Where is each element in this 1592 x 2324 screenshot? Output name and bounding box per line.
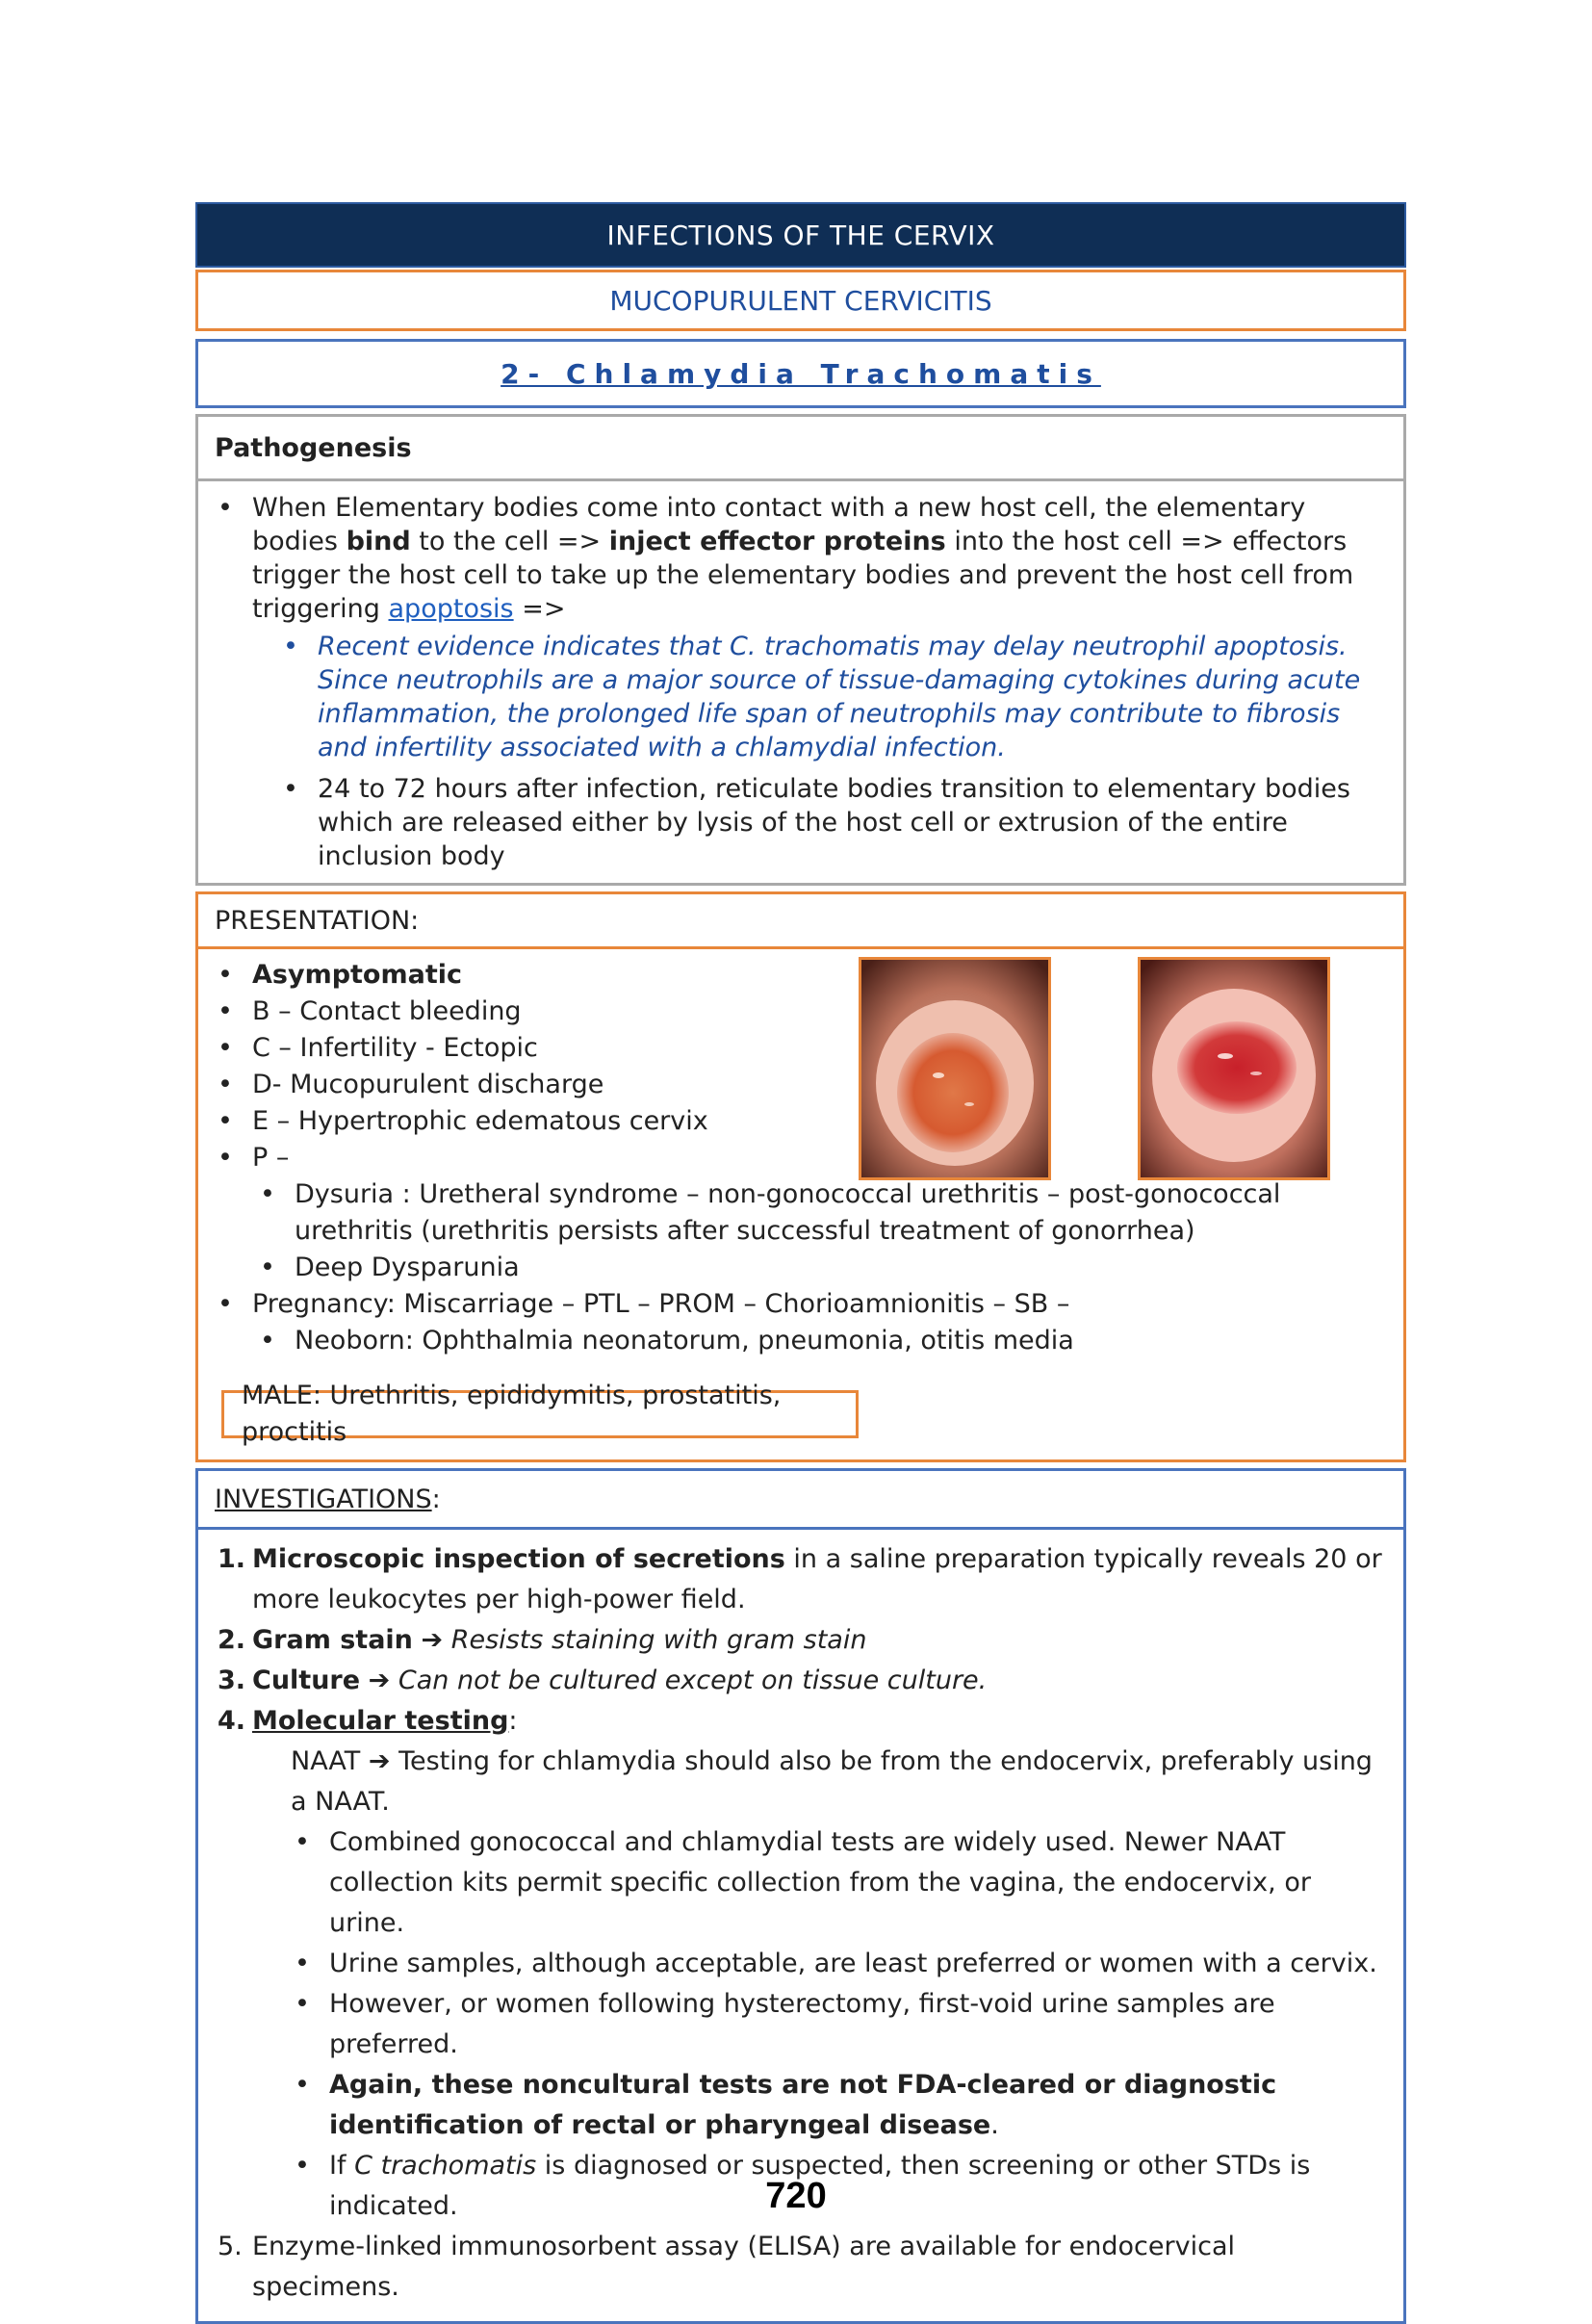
- italic-text: C trachomatis: [354, 2151, 537, 2181]
- list-subitem: [291, 2065, 1388, 2146]
- list-item: [214, 1286, 1388, 1323]
- investigations-heading: INVESTIGATIONS: [215, 1484, 432, 1514]
- text: Deep Dysparunia: [295, 1252, 520, 1282]
- text: D- Mucopurulent discharge: [252, 1070, 604, 1099]
- text: =>: [513, 594, 566, 624]
- text: When Elementary bodies come into contact with a new host cell, the elementary bodies: [252, 493, 1306, 556]
- text: 24 to 72 hours after infection, reticulate bodies transition to elementary bodies which are released either by lysis of the host cell or extrusion of the entire inclusion body: [318, 774, 1350, 871]
- list-item: [214, 1701, 1388, 1742]
- text: is diagnosed or suspected, then screening or other STDs is indicated.: [329, 2151, 1311, 2221]
- investigations-heading-row: [198, 1471, 1403, 1530]
- list-subitem: [256, 1176, 1388, 1250]
- pathogenesis-subpoint-evidence: [279, 630, 1384, 764]
- list-item: [214, 1620, 1388, 1661]
- male-presentation-box: [221, 1381, 859, 1447]
- italic-text: Resists staining with gram stain: [450, 1625, 867, 1655]
- text: Neoborn: Ophthalmia neonatorum, pneumonia, otitis media: [295, 1326, 1074, 1356]
- text: B – Contact bleeding: [252, 996, 522, 1026]
- presentation-box: [195, 891, 1406, 1462]
- cervix-photo-2: [1138, 957, 1330, 1180]
- text: However, or women following hysterectomy, first-void urine samples are preferred.: [329, 1989, 1275, 2059]
- text: .: [990, 2110, 999, 2140]
- text: Asymptomatic: [252, 960, 463, 990]
- page-number: 720: [765, 2176, 827, 2216]
- presentation-heading-row: [198, 894, 1403, 949]
- topic-title-bar: [195, 339, 1406, 408]
- text: Combined gonococcal and chlamydial tests are widely used. Newer NAAT collection kits permit specific collection from the vagina, the endocervix, or urine.: [329, 1827, 1311, 1938]
- arrow-icon: ➔: [421, 1625, 444, 1655]
- bold-text: Microscopic inspection of secretions: [252, 1544, 785, 1574]
- bold-underlined-text: Molecular testing: [252, 1706, 509, 1736]
- item-number: 1.: [218, 1544, 246, 1574]
- bold-text: Gram stain: [252, 1625, 413, 1655]
- text: into the host cell => effectors trigger the host cell to take up the elementary bodies and prevent the host cell from triggering: [252, 527, 1354, 624]
- apoptosis-link[interactable]: apoptosis: [388, 594, 514, 624]
- cervix-photo-1: [859, 957, 1051, 1180]
- list-subitem: [291, 1822, 1388, 1944]
- text: If: [329, 2151, 355, 2181]
- subsection-title-bar: [195, 270, 1406, 331]
- text: :: [508, 1706, 518, 1736]
- presentation-body: [198, 949, 1403, 1459]
- bold-text: inject effector proteins: [608, 527, 946, 556]
- bold-text: Culture: [252, 1666, 361, 1695]
- item-number: 4.: [218, 1706, 246, 1736]
- pathogenesis-box: [195, 414, 1406, 886]
- item-number: 5.: [218, 2232, 243, 2261]
- male-presentation-text: MALE: Urethritis, epididymitis, prostatitis, proctitis: [242, 1381, 782, 1447]
- list-item: [214, 1661, 1388, 1701]
- list-subitem: [291, 1944, 1388, 1984]
- text: NAAT: [291, 1746, 369, 1776]
- text: Recent evidence indicates that C. trachomatis may delay neutrophil apoptosis. Since neutrophils are a major source of tissue-damaging cytokines during acute inflammation, the prolonged life span of neutrophils may contribute to fibrosis and infertility associated with a chlamydial infection.: [318, 632, 1361, 762]
- text: Enzyme-linked immunosorbent assay (ELISA) are available for endocervical specimens.: [252, 2232, 1235, 2302]
- presentation-heading: PRESENTATION:: [215, 905, 420, 936]
- text: C – Infertility - Ectopic: [252, 1033, 538, 1063]
- text: Dysuria : Uretheral syndrome – non-gonococcal urethritis – post-gonococcal urethritis (urethritis persists after successful treatment of gonorrhea): [295, 1179, 1281, 1246]
- section-title-bar: [195, 202, 1406, 268]
- pathogenesis-point: [214, 491, 1384, 626]
- text: Pregnancy: Miscarriage – PTL – PROM – Chorioamnionitis – SB –: [252, 1289, 1070, 1319]
- bold-text: Again, these noncultural tests are not FDA-cleared or diagnostic identification of rectal or pharyngeal disease: [329, 2070, 1277, 2140]
- pathogenesis-body: [198, 481, 1403, 883]
- item-number: 3.: [218, 1666, 246, 1695]
- text: Urine samples, although acceptable, are least preferred or women with a cervix.: [329, 1949, 1377, 1978]
- list-subitem: [256, 1323, 1388, 1359]
- subsection-title: MUCOPURULENT CERVICITIS: [609, 284, 992, 317]
- text: P –: [252, 1143, 290, 1173]
- text: to the cell =>: [410, 527, 609, 556]
- arrow-icon: ➔: [368, 1666, 391, 1695]
- section-title: INFECTIONS OF THE CERVIX: [606, 219, 995, 251]
- pathogenesis-subpoint-transition: [279, 772, 1384, 873]
- pathogenesis-heading-row: [198, 417, 1403, 481]
- text: :: [431, 1484, 441, 1514]
- item-number: 2.: [218, 1625, 246, 1655]
- text: E – Hypertrophic edematous cervix: [252, 1106, 708, 1136]
- text: in a saline preparation typically reveals 20 or more leukocytes per high-power field.: [252, 1544, 1382, 1614]
- list-item: [214, 1539, 1388, 1620]
- arrow-icon: ➔: [368, 1746, 391, 1776]
- list-subitem: [291, 1984, 1388, 2065]
- list-subitem: [256, 1250, 1388, 1286]
- italic-text: Can not be cultured except on tissue culture.: [398, 1666, 988, 1695]
- text: Testing for chlamydia should also be from the endocervix, preferably using a NAAT.: [291, 1746, 1373, 1817]
- list-item: [214, 2227, 1388, 2308]
- bold-text: bind: [346, 527, 411, 556]
- naat-line: [214, 1742, 1388, 1822]
- page-content: [195, 202, 1406, 2324]
- topic-title: 2- Chlamydia Trachomatis: [501, 357, 1101, 390]
- pathogenesis-heading: Pathogenesis: [215, 432, 412, 463]
